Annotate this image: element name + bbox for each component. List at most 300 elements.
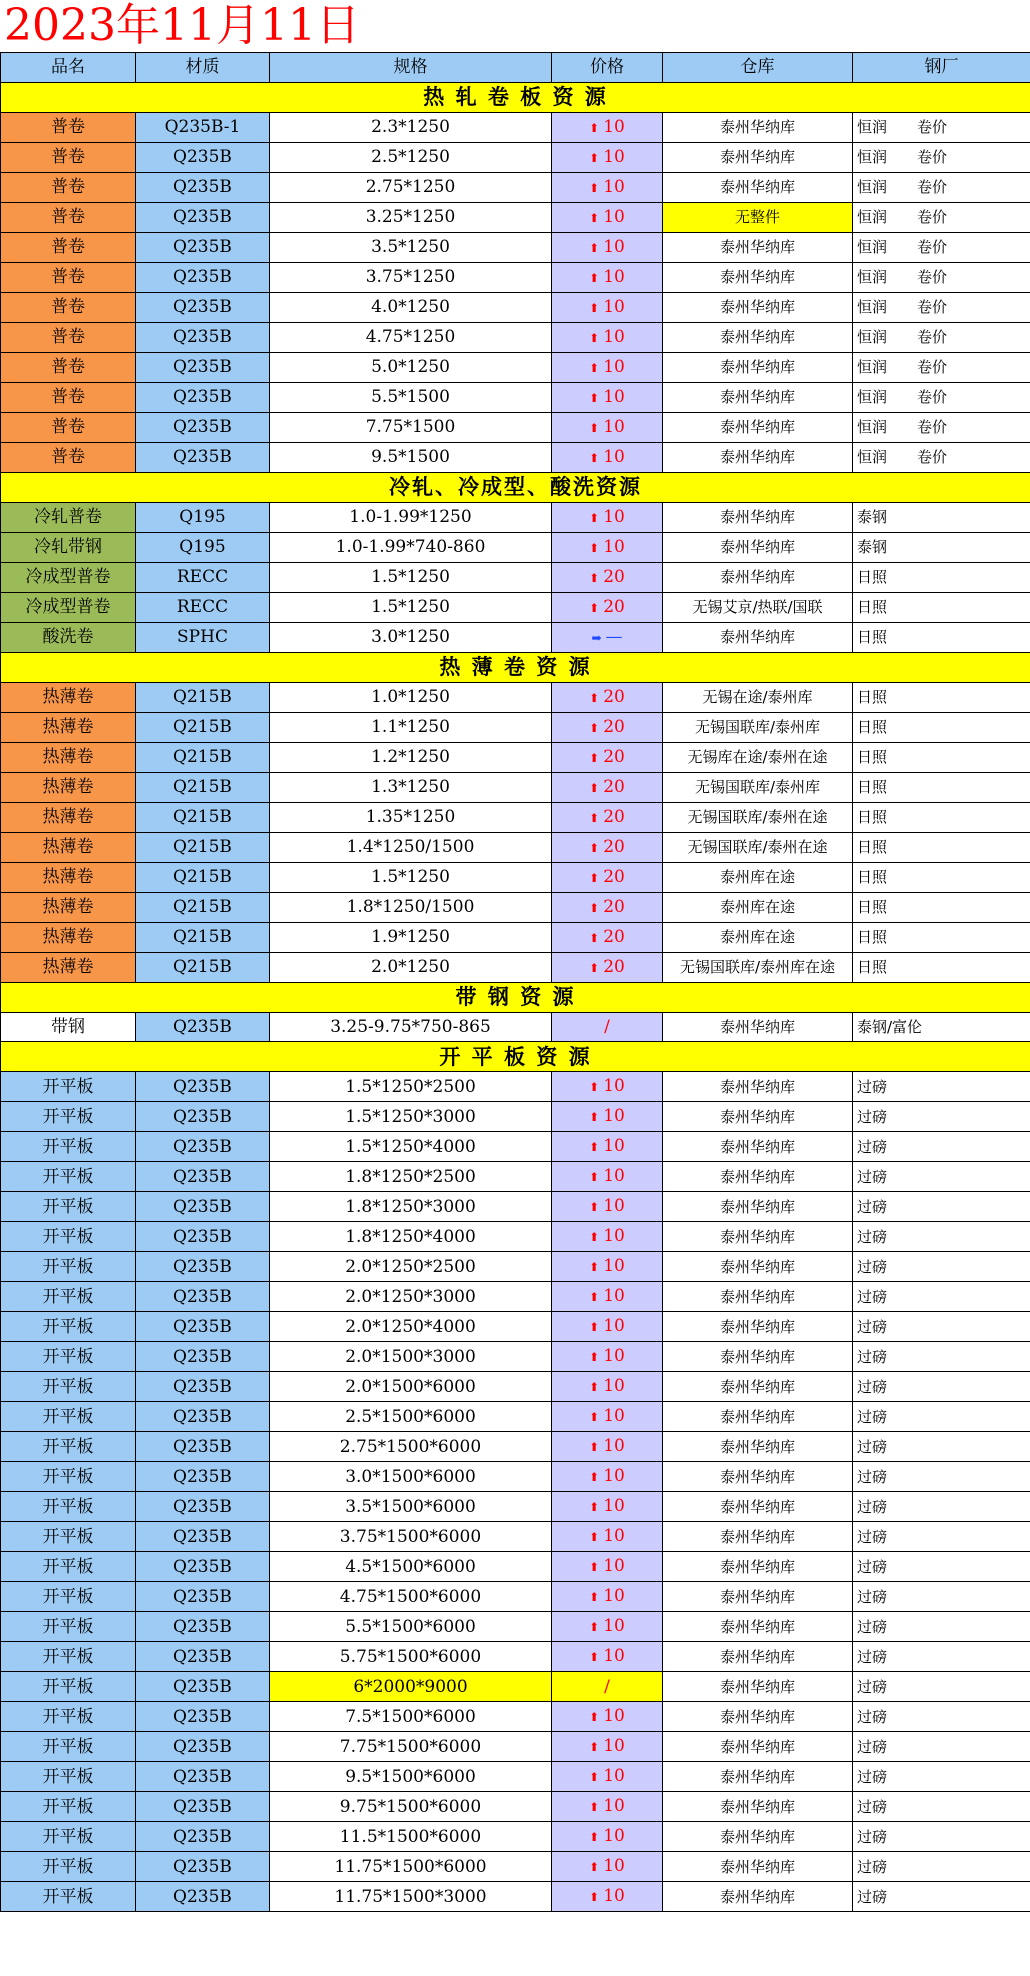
spec-cell: 7.5*1500*6000 [270,1702,552,1732]
warehouse-cell: 泰州库在途 [663,922,853,952]
mill-name: 过磅 [857,1167,888,1186]
table-row [1,1822,1030,1852]
price-value: 10 [603,1766,625,1787]
mill-name: 过磅 [857,1887,888,1906]
mill-note: 卷价 [917,238,948,257]
material-cell: Q215B [136,682,270,712]
product-name-cell: 热薄卷 [1,892,136,922]
table-row [1,592,1030,622]
spec-cell: 2.0*1250*3000 [270,1282,552,1312]
price-cell [552,442,663,472]
price-value: 10 [603,1646,625,1667]
arrow-up-icon: ⬆ [589,600,600,615]
mill-cell [853,892,1030,922]
warehouse-cell: 泰州华纳库 [663,1192,853,1222]
mill-cell [853,142,1030,172]
spec-cell: 3.75*1250 [270,262,552,292]
warehouse-cell: 泰州华纳库 [663,292,853,322]
warehouse-cell: 泰州华纳库 [663,1012,853,1042]
table-row [1,1432,1030,1462]
price-value: 10 [603,1286,625,1307]
mill-name: 泰钢 [857,508,888,527]
mill-cell [853,1612,1030,1642]
product-name-cell: 开平板 [1,1132,136,1162]
table-row [1,1702,1030,1732]
warehouse-cell: 泰州华纳库 [663,142,853,172]
product-name-cell: 热薄卷 [1,712,136,742]
mill-cell [853,832,1030,862]
mill-cell [853,592,1030,622]
mill-name: 日照 [857,838,888,857]
warehouse-cell: 泰州华纳库 [663,1642,853,1672]
material-cell: Q215B [136,742,270,772]
mill-cell [853,382,1030,412]
table-row [1,442,1030,472]
material-cell: Q215B [136,952,270,982]
arrow-up-icon: ⬆ [589,1530,600,1545]
arrow-up-icon: ⬆ [589,330,600,345]
price-value: 10 [603,1796,625,1817]
material-cell: Q235B [136,1612,270,1642]
material-cell: Q215B [136,832,270,862]
product-name-cell: 开平板 [1,1702,136,1732]
price-cell [552,802,663,832]
material-cell: Q235B [136,1462,270,1492]
material-cell: Q235B [136,322,270,352]
material-cell: Q215B [136,712,270,742]
spec-cell: 11.75*1500*6000 [270,1852,552,1882]
price-value: 20 [603,566,625,587]
mill-name: 过磅 [857,1527,888,1546]
price-cell [552,1312,663,1342]
warehouse-cell: 泰州华纳库 [663,1162,853,1192]
mill-cell [853,1222,1030,1252]
product-name-cell: 开平板 [1,1882,136,1912]
arrow-up-icon: ⬆ [589,1230,600,1245]
table-row [1,532,1030,562]
material-cell: Q235B [136,1522,270,1552]
price-value: 10 [603,1586,625,1607]
mill-name: 过磅 [857,1227,888,1246]
table-row [1,382,1030,412]
mill-name: 过磅 [857,1827,888,1846]
arrow-up-icon: ⬆ [589,420,600,435]
arrow-up-icon: ⬆ [589,1710,600,1725]
material-cell: Q235B [136,1762,270,1792]
product-name-cell: 开平板 [1,1282,136,1312]
spec-cell: 5.0*1250 [270,352,552,382]
warehouse-cell: 无锡国联库/泰州库 [663,772,853,802]
mill-name: 过磅 [857,1347,888,1366]
price-value: 10 [603,1406,625,1427]
spec-cell: 1.35*1250 [270,802,552,832]
material-cell: Q235B [136,412,270,442]
product-name-cell: 普卷 [1,262,136,292]
mill-name: 过磅 [857,1677,888,1696]
price-cell [552,172,663,202]
spec-cell: 1.4*1250/1500 [270,832,552,862]
price-cell [552,1462,663,1492]
price-cell [552,532,663,562]
price-value: 20 [603,866,625,887]
warehouse-cell: 泰州华纳库 [663,382,853,412]
mill-name: 过磅 [857,1437,888,1456]
warehouse-cell: 泰州华纳库 [663,1222,853,1252]
price-cell [552,382,663,412]
product-name-cell: 开平板 [1,1432,136,1462]
price-value: 10 [603,296,625,317]
material-cell: Q235B [136,1372,270,1402]
price-value: 20 [603,926,625,947]
price-cell [552,712,663,742]
spec-cell: 3.25-9.75*750-865 [270,1012,552,1042]
spec-cell: 1.1*1250 [270,712,552,742]
material-cell: Q235B [136,1642,270,1672]
price-value: 10 [603,1136,625,1157]
product-name-cell: 热薄卷 [1,682,136,712]
price-cell [552,502,663,532]
warehouse-cell: 无锡艾京/热联/国联 [663,592,853,622]
mill-cell [853,1192,1030,1222]
warehouse-cell: 泰州华纳库 [663,322,853,352]
material-cell: Q235B [136,232,270,262]
warehouse-cell: 泰州华纳库 [663,1612,853,1642]
mill-name: 泰钢/富伦 [857,1017,923,1036]
price-cell [552,1702,663,1732]
mill-name: 过磅 [857,1707,888,1726]
warehouse-cell: 泰州华纳库 [663,1552,853,1582]
arrow-up-icon: ⬆ [589,540,600,555]
price-cell [552,592,663,622]
product-name-cell: 普卷 [1,292,136,322]
price-value: / [604,1676,610,1697]
price-cell [552,742,663,772]
material-cell: Q235B [136,1792,270,1822]
material-cell: Q235B [136,1162,270,1192]
mill-cell [853,1852,1030,1882]
mill-name: 日照 [857,778,888,797]
price-cell [552,1222,663,1252]
material-cell: Q235B [136,1282,270,1312]
table-row [1,742,1030,772]
spec-cell: 1.5*1250 [270,862,552,892]
mill-cell [853,1102,1030,1132]
mill-cell [853,1552,1030,1582]
spec-cell: 7.75*1500*6000 [270,1732,552,1762]
mill-name: 日照 [857,568,888,587]
price-value: 10 [603,1376,625,1397]
spec-cell: 2.75*1500*6000 [270,1432,552,1462]
mill-name: 日照 [857,958,888,977]
arrow-up-icon: ⬆ [589,960,600,975]
arrow-up-icon: ⬆ [589,1770,600,1785]
mill-name: 恒润 [857,268,888,287]
warehouse-cell: 泰州华纳库 [663,1342,853,1372]
mill-cell [853,202,1030,232]
warehouse-cell: 泰州华纳库 [663,1762,853,1792]
table-row [1,1462,1030,1492]
mill-note: 卷价 [917,298,948,317]
spec-cell: 5.75*1500*6000 [270,1642,552,1672]
mill-name: 日照 [857,898,888,917]
mill-cell [853,562,1030,592]
product-name-cell: 热薄卷 [1,862,136,892]
mill-note: 卷价 [917,358,948,377]
arrow-up-icon: ⬆ [589,150,600,165]
price-cell [552,1252,663,1282]
mill-note: 卷价 [917,418,948,437]
mill-name: 日照 [857,718,888,737]
spec-cell: 1.3*1250 [270,772,552,802]
arrow-up-icon: ⬆ [589,810,600,825]
product-name-cell: 开平板 [1,1582,136,1612]
price-value: 10 [603,1226,625,1247]
mill-name: 恒润 [857,448,888,467]
warehouse-cell: 泰州华纳库 [663,1702,853,1732]
warehouse-cell: 泰州华纳库 [663,1732,853,1762]
price-cell [552,772,663,802]
table-row [1,352,1030,382]
product-name-cell: 开平板 [1,1162,136,1192]
arrow-up-icon: ⬆ [589,1350,600,1365]
spec-cell: 2.5*1500*6000 [270,1402,552,1432]
price-cell [552,352,663,382]
mill-cell [853,352,1030,382]
warehouse-cell: 泰州华纳库 [663,112,853,142]
mill-name: 泰钢 [857,538,888,557]
arrow-up-icon: ⬆ [589,450,600,465]
mill-name: 恒润 [857,418,888,437]
warehouse-cell: 泰州华纳库 [663,502,853,532]
section-row [1,82,1030,112]
section-title: 开 平 板 资 源 [1,1042,1030,1072]
mill-cell [853,262,1030,292]
mill-cell [853,1072,1030,1102]
price-value: 10 [603,506,625,527]
price-value: 10 [603,1196,625,1217]
spec-cell: 2.75*1250 [270,172,552,202]
table-row [1,1072,1030,1102]
price-value: 10 [603,266,625,287]
product-name-cell: 普卷 [1,412,136,442]
spec-cell: 5.5*1500*6000 [270,1612,552,1642]
price-value: 10 [603,1526,625,1547]
price-cell [552,1162,663,1192]
price-cell [552,322,663,352]
mill-name: 日照 [857,928,888,947]
material-cell: Q235B [136,1882,270,1912]
mill-name: 恒润 [857,298,888,317]
material-cell: Q235B [136,172,270,202]
spec-cell: 2.0*1250*2500 [270,1252,552,1282]
mill-name: 过磅 [857,1467,888,1486]
mill-cell [853,1012,1030,1042]
price-cell [552,1792,663,1822]
mill-name: 恒润 [857,208,888,227]
table-row [1,1522,1030,1552]
product-name-cell: 普卷 [1,142,136,172]
price-value: 10 [603,446,625,467]
price-value: 10 [603,1166,625,1187]
spec-cell: 7.75*1500 [270,412,552,442]
spec-cell: 1.2*1250 [270,742,552,772]
product-name-cell: 冷成型普卷 [1,562,136,592]
table-row [1,172,1030,202]
price-cell [552,1072,663,1102]
mill-name: 过磅 [857,1557,888,1576]
table-row [1,1162,1030,1192]
price-value: 10 [603,356,625,377]
material-cell: Q235B [136,202,270,232]
spec-cell: 1.5*1250*3000 [270,1102,552,1132]
material-cell: Q235B [136,1852,270,1882]
material-cell: Q235B [136,1552,270,1582]
price-cell [552,952,663,982]
arrow-up-icon: ⬆ [589,210,600,225]
price-cell [552,1732,663,1762]
price-cell [552,1642,663,1672]
warehouse-cell: 泰州华纳库 [663,622,853,652]
product-name-cell: 热薄卷 [1,742,136,772]
product-name-cell: 普卷 [1,322,136,352]
warehouse-cell: 泰州库在途 [663,892,853,922]
product-name-cell: 开平板 [1,1642,136,1672]
table-row [1,1642,1030,1672]
spec-cell: 3.0*1250 [270,622,552,652]
arrow-up-icon: ⬆ [589,180,600,195]
product-name-cell: 开平板 [1,1372,136,1402]
warehouse-cell: 泰州华纳库 [663,1792,853,1822]
material-cell: Q215B [136,862,270,892]
header-cell-spec: 规格 [270,53,552,83]
spec-cell: 9.5*1500 [270,442,552,472]
mill-name: 过磅 [857,1257,888,1276]
mill-cell [853,682,1030,712]
warehouse-cell: 泰州华纳库 [663,1882,853,1912]
product-name-cell: 普卷 [1,172,136,202]
price-cell [552,1822,663,1852]
price-cell [552,622,663,652]
product-name-cell: 冷轧带钢 [1,532,136,562]
mill-cell [853,1672,1030,1702]
arrow-up-icon: ⬆ [589,1440,600,1455]
spec-cell: 1.5*1250 [270,562,552,592]
arrow-up-icon: ⬆ [589,1110,600,1125]
spec-cell: 3.5*1500*6000 [270,1492,552,1522]
material-cell: RECC [136,562,270,592]
warehouse-cell: 泰州华纳库 [663,1432,853,1462]
header-cell-warehouse: 仓库 [663,53,853,83]
mill-cell [853,112,1030,142]
mill-cell [853,772,1030,802]
price-cell [552,142,663,172]
mill-cell [853,1252,1030,1282]
mill-name: 恒润 [857,238,888,257]
warehouse-cell: 无锡在途/泰州库 [663,682,853,712]
warehouse-cell: 无锡国联库/泰州在途 [663,832,853,862]
price-cell [552,1552,663,1582]
mill-name: 过磅 [857,1137,888,1156]
header-cell-name: 品名 [1,53,136,83]
mill-name: 恒润 [857,358,888,377]
spec-cell: 2.0*1250*4000 [270,1312,552,1342]
mill-name: 过磅 [857,1377,888,1396]
spec-cell: 1.0-1.99*740-860 [270,532,552,562]
mill-cell [853,322,1030,352]
price-value: 10 [603,146,625,167]
mill-note: 卷价 [917,208,948,227]
warehouse-cell: 泰州华纳库 [663,1402,853,1432]
mill-cell [853,1522,1030,1552]
price-cell [552,892,663,922]
arrow-up-icon: ⬆ [589,1320,600,1335]
price-value: 20 [603,896,625,917]
spec-cell: 2.5*1250 [270,142,552,172]
material-cell: Q235B [136,1132,270,1162]
warehouse-cell: 无锡国联库/泰州库在途 [663,952,853,982]
table-row [1,1852,1030,1882]
section-row [1,982,1030,1012]
price-value: 10 [603,386,625,407]
product-name-cell: 开平板 [1,1222,136,1252]
mill-cell [853,1162,1030,1192]
mill-cell [853,1702,1030,1732]
spec-cell: 1.0*1250 [270,682,552,712]
table-row [1,142,1030,172]
price-cell [552,1012,663,1042]
mill-cell [853,292,1030,322]
table-row [1,1342,1030,1372]
section-title: 热 轧 卷 板 资 源 [1,82,1030,112]
spec-cell: 1.5*1250*2500 [270,1072,552,1102]
material-cell: Q195 [136,532,270,562]
arrow-up-icon: ⬆ [589,390,600,405]
warehouse-cell: 泰州华纳库 [663,532,853,562]
table-row [1,892,1030,922]
header-cell-mill: 钢厂 [853,53,1030,83]
table-row [1,262,1030,292]
price-value: 10 [603,1856,625,1877]
material-cell: Q235B [136,1012,270,1042]
mill-cell [853,1402,1030,1432]
section-row [1,472,1030,502]
mill-note: 卷价 [917,118,948,137]
mill-name: 过磅 [857,1617,888,1636]
header-cell-price: 价格 [552,53,663,83]
price-cell [552,1372,663,1402]
price-cell [552,262,663,292]
product-name-cell: 冷轧普卷 [1,502,136,532]
product-name-cell: 酸洗卷 [1,622,136,652]
price-cell [552,1522,663,1552]
warehouse-cell: 泰州华纳库 [663,1522,853,1552]
product-name-cell: 开平板 [1,1492,136,1522]
material-cell: Q235B-1 [136,112,270,142]
material-cell: Q235B [136,1702,270,1732]
price-cell [552,1192,663,1222]
product-name-cell: 普卷 [1,112,136,142]
table-row [1,712,1030,742]
spec-cell: 1.9*1250 [270,922,552,952]
mill-name: 恒润 [857,148,888,167]
mill-cell [853,922,1030,952]
material-cell: Q235B [136,1252,270,1282]
price-cell [552,682,663,712]
product-name-cell: 开平板 [1,1852,136,1882]
price-value: 20 [603,956,625,977]
mill-name: 日照 [857,868,888,887]
material-cell: SPHC [136,622,270,652]
